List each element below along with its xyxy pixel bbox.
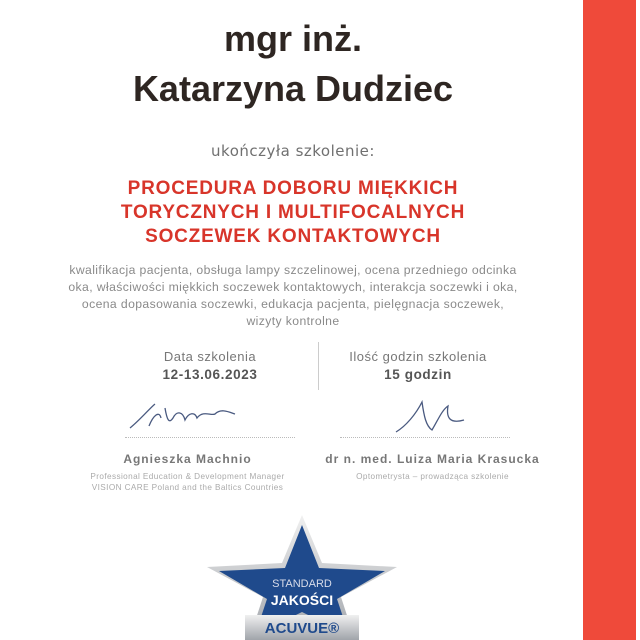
topics-line: kwalifikacja pacjenta, obsługa lampy szczelinowej, ocena przedniego odcinka [69, 263, 517, 277]
recipient-name: Katarzyna Dudziec [132, 68, 454, 109]
signatory-role [320, 471, 545, 482]
signatory-1 [60, 452, 315, 493]
signature-line [340, 437, 510, 438]
training-hours [318, 349, 518, 382]
role-line: Professional Education & Development Manager [90, 472, 285, 481]
hours-value: 15 godzin [384, 367, 452, 382]
badge-line2: JAKOŚCI [270, 592, 334, 608]
signatory-name: dr n. med. Luiza Maria Krasucka [325, 452, 540, 466]
topics-line: oka, właściwości miękkich soczewek kontaktowych, interakcja soczewki i oka, [68, 280, 518, 294]
date-value: 12-13.06.2023 [162, 367, 258, 382]
signatory-name: Agnieszka Machnio [123, 452, 252, 466]
signatory-role [60, 471, 315, 493]
course-title-line: TORYCZNYCH I MULTIFOCALNYCH [120, 202, 466, 223]
course-title-line: SOCZEWEK KONTAKTOWYCH [145, 226, 441, 247]
signatory-2 [320, 452, 545, 482]
hours-label: Ilość godzin szkolenia [349, 349, 487, 364]
signature-krasucka [392, 396, 472, 436]
course-topics [0, 262, 586, 330]
course-title-line: PROCEDURA DOBORU MIĘKKICH [127, 178, 459, 199]
role-line: Optometrysta – prowadząca szkolenie [356, 472, 509, 481]
course-title [0, 177, 586, 249]
date-label: Data szkolenia [163, 349, 257, 364]
signature-line [125, 437, 295, 438]
completed-label: ukończyła szkolenie: [211, 142, 375, 160]
badge-line1: STANDARD [272, 578, 332, 590]
topics-line: wizyty kontrolne [246, 314, 340, 328]
role-line: VISION CARE Poland and the Baltics Countries [91, 483, 284, 492]
badge-line3: ACUVUE® [264, 620, 340, 637]
red-side-band [583, 0, 636, 640]
training-date [110, 349, 310, 382]
signature-machnio [125, 398, 245, 434]
acuvue-quality-badge [205, 515, 405, 640]
topics-line: ocena dopasowania soczewki, edukacja pacjenta, pielęgnacja soczewek, [81, 297, 505, 311]
recipient-degree: mgr inż. [223, 18, 362, 59]
